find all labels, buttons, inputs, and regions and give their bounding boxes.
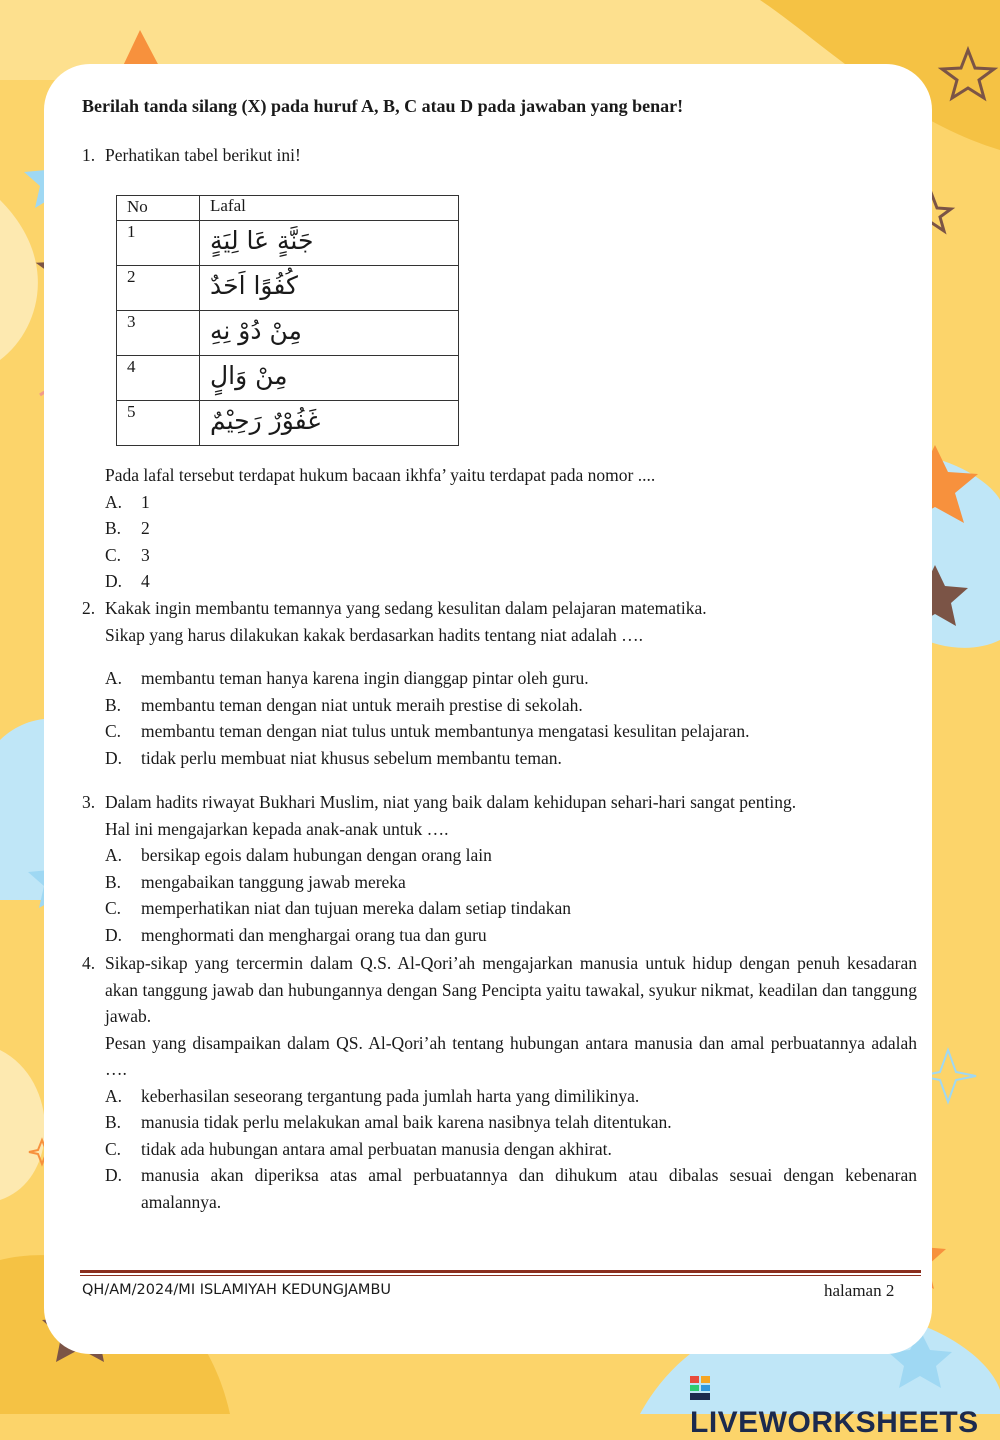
option-letter: A. xyxy=(105,491,123,512)
question-text: Sikap-sikap yang tercermin dalam Q.S. Al-Qori’ah mengajarkan manusia untuk hidup dengan penuh kesadaran akan tanggung jawab dan hubungannya dengan Sang Pencipta yaitu tawakal, syukur nikmat, keadilan dan tanggung jawab. xyxy=(105,953,917,1026)
option-text: 2 xyxy=(141,518,150,538)
option-c[interactable] xyxy=(105,718,917,745)
question-number: 1. xyxy=(82,145,96,165)
option-letter: A. xyxy=(105,845,123,865)
instruction-text: Berilah tanda silang (X) pada huruf A, B, C atau D pada jawaban yang benar! xyxy=(82,96,684,116)
footer-divider xyxy=(80,1270,921,1273)
option-d[interactable] xyxy=(105,1162,917,1215)
option-letter: C. xyxy=(105,898,122,918)
row-number: 3 xyxy=(117,311,200,356)
option-text: membantu teman dengan niat untuk meraih prestise di sekolah. xyxy=(141,694,583,715)
option-letter: D. xyxy=(105,1165,123,1185)
option-d[interactable] xyxy=(105,745,917,772)
arabic-lafal: غَفُوْرٌ رَحِيْمٌ xyxy=(210,406,321,435)
table-row xyxy=(117,356,459,401)
row-number: 4 xyxy=(117,356,200,401)
option-letter: D. xyxy=(105,924,123,945)
option-text: tidak ada hubungan antara amal perbuatan manusia dengan akhirat. xyxy=(141,1138,612,1159)
question-text: Sikap yang harus dilakukan kakak berdasarkan hadits tentang niat adalah …. xyxy=(105,624,643,645)
arabic-lafal: كُفُوًا اَحَدٌ xyxy=(210,271,298,300)
option-d[interactable] xyxy=(105,568,917,595)
option-letter: B. xyxy=(105,1112,122,1132)
question-text: Hal ini mengajarkan kepada anak-anak untuk …. xyxy=(105,818,449,839)
option-letter: C. xyxy=(105,721,122,741)
option-a[interactable] xyxy=(105,1083,917,1110)
liveworksheets-logo[interactable] xyxy=(690,1372,1000,1440)
footer-page-number: halaman 2 xyxy=(824,1281,895,1300)
option-text: manusia tidak perlu melakukan amal baik karena nasibnya telah ditentukan. xyxy=(141,1112,672,1132)
row-number: 2 xyxy=(117,266,200,311)
option-letter: B. xyxy=(105,871,122,892)
question-text: Dalam hadits riwayat Bukhari Muslim, niat yang baik dalam kehidupan sehari-hari sangat penting. xyxy=(105,792,797,812)
brand-text: LIVEWORKSHEETS xyxy=(690,1406,979,1439)
option-text: membantu teman hanya karena ingin dianggap pintar oleh guru. xyxy=(141,668,589,688)
table-header-lafal: Lafal xyxy=(200,196,459,221)
arabic-lafal: جَنَّةٍ عَا لِيَةٍ xyxy=(210,226,314,255)
option-text: bersikap egois dalam hubungan dengan orang lain xyxy=(141,845,492,865)
option-c[interactable] xyxy=(105,542,917,569)
option-text: 3 xyxy=(141,544,150,565)
footer-divider-thin xyxy=(80,1275,921,1276)
row-number: 1 xyxy=(117,221,200,266)
lafal-table xyxy=(116,195,459,446)
table-header-no: No xyxy=(117,196,200,221)
option-b[interactable] xyxy=(105,692,917,719)
option-text: mengabaikan tanggung jawab mereka xyxy=(141,871,406,892)
arabic-lafal: مِنْ وَالٍ xyxy=(210,361,288,390)
liveworksheets-icon xyxy=(690,1376,712,1400)
option-letter: A. xyxy=(105,668,123,688)
option-letter: A. xyxy=(105,1085,123,1106)
option-d[interactable] xyxy=(105,922,917,949)
option-letter: C. xyxy=(105,544,122,565)
table-row xyxy=(117,266,459,311)
question-text: Perhatikan tabel berikut ini! xyxy=(105,145,301,165)
option-letter: D. xyxy=(105,571,123,591)
question-number: 4. xyxy=(82,953,96,973)
question-number: 2. xyxy=(82,598,96,618)
table-row xyxy=(117,401,459,446)
arabic-lafal: مِنْ دُوْ نِهِ xyxy=(210,316,302,345)
option-text: menghormati dan menghargai orang tua dan guru xyxy=(141,924,487,945)
option-b[interactable] xyxy=(105,869,917,896)
option-c[interactable] xyxy=(105,895,917,922)
option-text: 1 xyxy=(141,491,150,512)
question-number: 3. xyxy=(82,792,96,812)
option-text: keberhasilan seseorang tergantung pada jumlah harta yang dimilikinya. xyxy=(141,1085,640,1106)
option-c[interactable] xyxy=(105,1136,917,1163)
option-a[interactable] xyxy=(105,665,917,692)
question-text: Pesan yang disampaikan dalam QS. Al-Qori’ah tentang hubungan antara manusia dan amal perbuatannya adalah …. xyxy=(105,1032,917,1079)
option-text: 4 xyxy=(141,571,150,591)
option-b[interactable] xyxy=(105,515,917,542)
option-letter: D. xyxy=(105,747,123,768)
table-row xyxy=(117,221,459,266)
question-text: Kakak ingin membantu temannya yang sedang kesulitan dalam pelajaran matematika. xyxy=(105,598,707,618)
row-number: 5 xyxy=(117,401,200,446)
footer-document-code: QH/AM/2024/MI ISLAMIYAH KEDUNGJAMBU xyxy=(82,1282,392,1298)
option-text: membantu teman dengan niat tulus untuk membantunya mengatasi kesulitan pelajaran. xyxy=(141,721,750,741)
option-b[interactable] xyxy=(105,1109,917,1136)
option-text: tidak perlu membuat niat khusus sebelum membantu teman. xyxy=(141,747,562,768)
question-prompt: Pada lafal tersebut terdapat hukum bacaan ikhfa’ yaitu terdapat pada nomor .... xyxy=(105,465,656,485)
option-a[interactable] xyxy=(105,489,917,516)
option-a[interactable] xyxy=(105,842,917,869)
option-letter: B. xyxy=(105,694,122,715)
option-text: manusia akan diperiksa atas amal perbuatannya dan dihukum atau dibalas sesuai dengan kebenaran amalannya. xyxy=(141,1165,917,1212)
option-letter: C. xyxy=(105,1138,122,1159)
option-text: memperhatikan niat dan tujuan mereka dalam setiap tindakan xyxy=(141,898,572,918)
option-letter: B. xyxy=(105,518,122,538)
table-row xyxy=(117,311,459,356)
